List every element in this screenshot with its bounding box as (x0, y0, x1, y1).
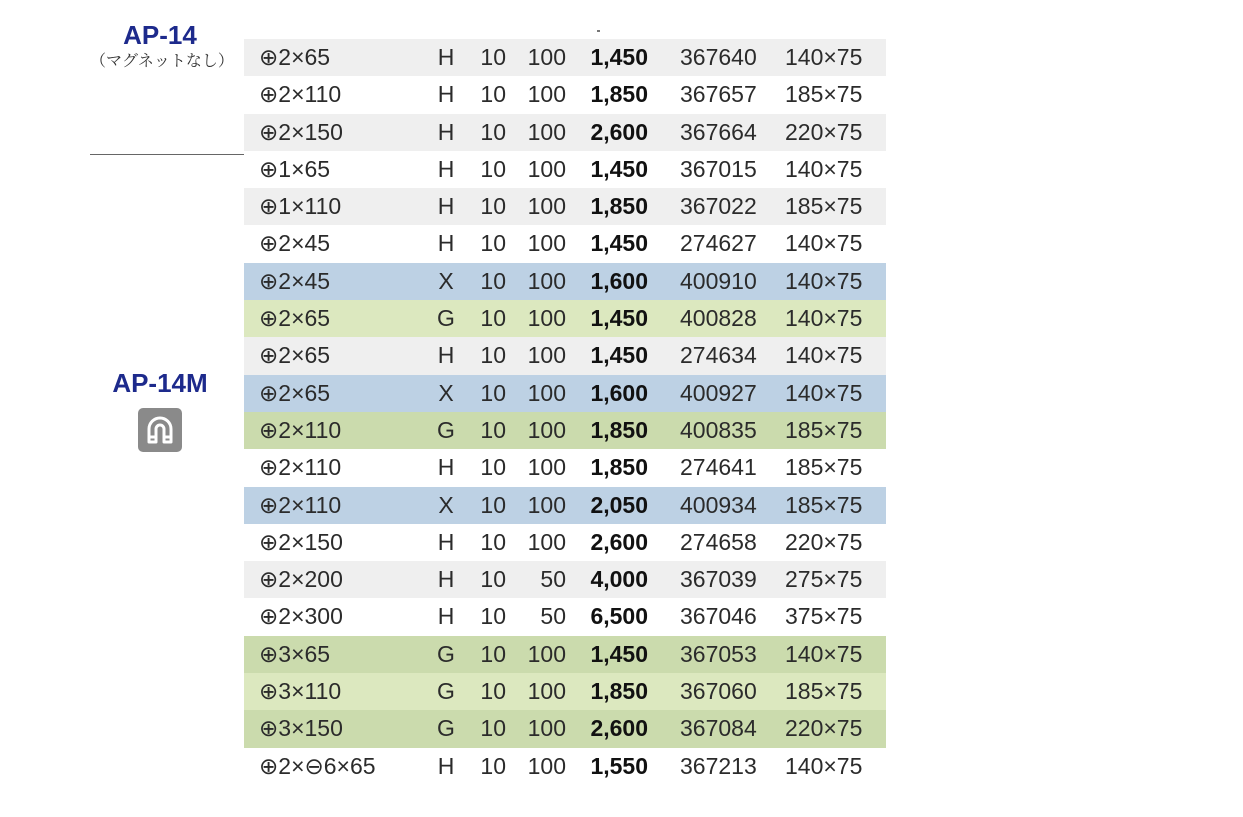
product-code-cell: 367046 (680, 603, 757, 630)
tip-cell: X (438, 267, 454, 294)
size-cell: ⊕2×65 (259, 44, 331, 70)
product-code-cell: 367015 (680, 155, 757, 182)
tip-cell: H (437, 603, 455, 630)
model-note: （マグネットなし） (90, 51, 234, 70)
package-size-cell: 220×75 (785, 715, 863, 742)
box-qty-cell: 10 (480, 566, 506, 593)
table-row (244, 412, 886, 449)
package-size-cell: 185×75 (785, 193, 863, 220)
size-cell: ⊕3×65 (259, 640, 331, 667)
product-code-cell: 367060 (680, 678, 757, 705)
tip-cell: H (437, 528, 455, 555)
box-qty-cell: 10 (480, 44, 506, 70)
tip-cell: H (437, 118, 455, 145)
box-qty-cell: 10 (480, 193, 506, 220)
box-qty-cell: 10 (480, 678, 506, 705)
size-cell: ⊕2×150 (259, 118, 343, 145)
product-code-cell: 367084 (680, 715, 757, 742)
box-qty-cell: 10 (480, 603, 506, 630)
model-ap14m (90, 368, 230, 452)
case-qty-cell: 100 (527, 528, 566, 555)
magnet-icon (138, 408, 182, 452)
model-name: AP-14M (112, 368, 208, 398)
box-qty-cell: 10 (480, 118, 506, 145)
package-size-cell: 185×75 (785, 416, 863, 443)
size-cell: ⊕2×65 (259, 305, 331, 332)
case-qty-cell: 50 (540, 603, 566, 630)
price-cell: 1,450 (590, 342, 648, 369)
table-row (244, 76, 886, 113)
product-code-cell: 274641 (680, 454, 757, 481)
size-cell: ⊕2×110 (259, 454, 342, 481)
package-size-cell: 185×75 (785, 454, 863, 481)
tip-cell: G (437, 715, 455, 742)
case-qty-cell: 100 (527, 81, 566, 108)
product-code-cell: 274634 (680, 342, 757, 369)
case-qty-cell: 100 (527, 230, 566, 257)
product-code-cell: 367640 (680, 44, 757, 70)
table-row (244, 114, 886, 151)
model-ap14 (90, 20, 234, 72)
package-size-cell: 185×75 (785, 81, 863, 108)
box-qty-cell: 10 (480, 528, 506, 555)
tip-cell: H (437, 155, 455, 182)
price-cell: 1,600 (590, 267, 648, 294)
table-row (244, 710, 886, 747)
package-size-cell: 375×75 (785, 603, 863, 630)
box-qty-cell: 10 (480, 491, 506, 518)
box-qty-cell: 10 (480, 230, 506, 257)
case-qty-cell: 100 (527, 193, 566, 220)
package-size-cell: 140×75 (785, 342, 863, 369)
table-row (244, 300, 886, 337)
price-cell: 2,600 (590, 715, 648, 742)
tip-cell: G (437, 640, 455, 667)
table-row (244, 449, 886, 486)
tip-cell: G (437, 416, 455, 443)
package-size-cell: 185×75 (785, 491, 863, 518)
size-cell: ⊕3×150 (259, 715, 343, 742)
case-qty-cell: 100 (527, 715, 566, 742)
package-size-cell: 140×75 (785, 267, 863, 294)
table-row (244, 598, 886, 635)
case-qty-cell: 100 (527, 379, 566, 406)
size-cell: ⊕2×300 (259, 603, 343, 630)
table-row (244, 225, 886, 262)
tip-cell: H (437, 342, 455, 369)
case-qty-cell: 50 (540, 566, 566, 593)
product-code-cell: 367053 (680, 640, 757, 667)
box-qty-cell: 10 (480, 81, 506, 108)
price-cell: 1,450 (590, 305, 648, 332)
price-cell: 1,450 (590, 155, 648, 182)
case-qty-cell: 100 (527, 752, 566, 779)
price-cell: 1,450 (590, 640, 648, 667)
size-cell: ⊕1×65 (259, 155, 331, 182)
product-code-cell: 400828 (680, 305, 757, 332)
case-qty-cell: 100 (527, 118, 566, 145)
size-cell: ⊕2×45 (259, 267, 331, 294)
price-cell: 1,550 (590, 752, 648, 779)
case-qty-cell: 100 (527, 342, 566, 369)
box-qty-cell: 10 (480, 342, 506, 369)
tip-cell: H (437, 230, 455, 257)
product-code-cell: 274658 (680, 528, 757, 555)
package-size-cell: 140×75 (785, 155, 863, 182)
price-cell: 1,850 (590, 193, 648, 220)
price-cell: 2,600 (590, 528, 648, 555)
table-row (244, 263, 886, 300)
product-code-cell: 367022 (680, 193, 757, 220)
product-table (244, 39, 886, 785)
package-size-cell: 220×75 (785, 118, 863, 145)
product-code-cell: 367213 (680, 752, 757, 779)
table-row (244, 375, 886, 412)
product-code-cell: 400835 (680, 416, 757, 443)
case-qty-cell: 100 (527, 44, 566, 70)
tip-cell: H (437, 81, 455, 108)
table-row (244, 151, 886, 188)
table-row (244, 673, 886, 710)
price-cell: 4,000 (590, 566, 648, 593)
package-size-cell: 140×75 (785, 640, 863, 667)
tip-cell: H (437, 454, 455, 481)
box-qty-cell: 10 (480, 155, 506, 182)
product-code-cell: 367039 (680, 566, 757, 593)
box-qty-cell: 10 (480, 454, 506, 481)
table-row (244, 39, 886, 76)
package-size-cell: 185×75 (785, 678, 863, 705)
table-row (244, 748, 886, 785)
package-size-cell: 140×75 (785, 379, 863, 406)
price-cell: 6,500 (590, 603, 648, 630)
tip-cell: G (437, 305, 455, 332)
box-qty-cell: 10 (480, 379, 506, 406)
case-qty-cell: 100 (527, 305, 566, 332)
case-qty-cell: 100 (527, 416, 566, 443)
size-cell: ⊕1×110 (259, 193, 342, 220)
case-qty-cell: 100 (527, 678, 566, 705)
size-cell: ⊕2×⊖6×65 (259, 752, 376, 779)
tip-cell: H (437, 752, 455, 779)
case-qty-cell: 100 (527, 454, 566, 481)
size-cell: ⊕2×65 (259, 379, 331, 406)
price-cell: 1,450 (590, 230, 648, 257)
box-qty-cell: 10 (480, 305, 506, 332)
size-cell: ⊕2×110 (259, 416, 342, 443)
table-row (244, 487, 886, 524)
product-code-cell: 400927 (680, 379, 757, 406)
price-cell: 1,450 (590, 44, 648, 70)
model-name: AP-14 (123, 20, 197, 50)
size-cell: ⊕2×200 (259, 566, 343, 593)
price-cell: 1,850 (590, 81, 648, 108)
price-cell: 1,600 (590, 379, 648, 406)
box-qty-cell: 10 (480, 640, 506, 667)
size-cell: ⊕2×150 (259, 528, 343, 555)
package-size-cell: 140×75 (785, 305, 863, 332)
price-cell: 1,850 (590, 454, 648, 481)
size-cell: ⊕2×45 (259, 230, 331, 257)
tip-cell: H (437, 566, 455, 593)
package-size-cell: 275×75 (785, 566, 863, 593)
package-size-cell: 220×75 (785, 528, 863, 555)
package-size-cell: 140×75 (785, 230, 863, 257)
case-qty-cell: 100 (527, 491, 566, 518)
tip-cell: G (437, 678, 455, 705)
size-cell: ⊕3×110 (259, 678, 342, 705)
table-row (244, 188, 886, 225)
tip-cell: H (437, 193, 455, 220)
box-qty-cell: 10 (480, 752, 506, 779)
size-cell: ⊕2×110 (259, 491, 342, 518)
size-cell: ⊕2×65 (259, 342, 331, 369)
box-qty-cell: 10 (480, 715, 506, 742)
box-qty-cell: 10 (480, 267, 506, 294)
case-qty-cell: 100 (527, 640, 566, 667)
case-qty-cell: 100 (527, 155, 566, 182)
size-cell: ⊕2×110 (259, 81, 342, 108)
table-row (244, 337, 886, 374)
tick-mark (597, 30, 600, 32)
product-code-cell: 367664 (680, 118, 757, 145)
product-code-cell: 400910 (680, 267, 757, 294)
table-row (244, 524, 886, 561)
price-cell: 1,850 (590, 678, 648, 705)
case-qty-cell: 100 (527, 267, 566, 294)
product-code-cell: 367657 (680, 81, 757, 108)
price-cell: 2,050 (590, 491, 648, 518)
package-size-cell: 140×75 (785, 752, 863, 779)
product-code-cell: 274627 (680, 230, 757, 257)
price-cell: 2,600 (590, 118, 648, 145)
tip-cell: X (438, 491, 454, 518)
box-qty-cell: 10 (480, 416, 506, 443)
tip-cell: H (437, 44, 455, 70)
package-size-cell: 140×75 (785, 44, 863, 70)
tip-cell: X (438, 379, 454, 406)
table-row (244, 561, 886, 598)
price-cell: 1,850 (590, 416, 648, 443)
table-row (244, 636, 886, 673)
product-code-cell: 400934 (680, 491, 757, 518)
